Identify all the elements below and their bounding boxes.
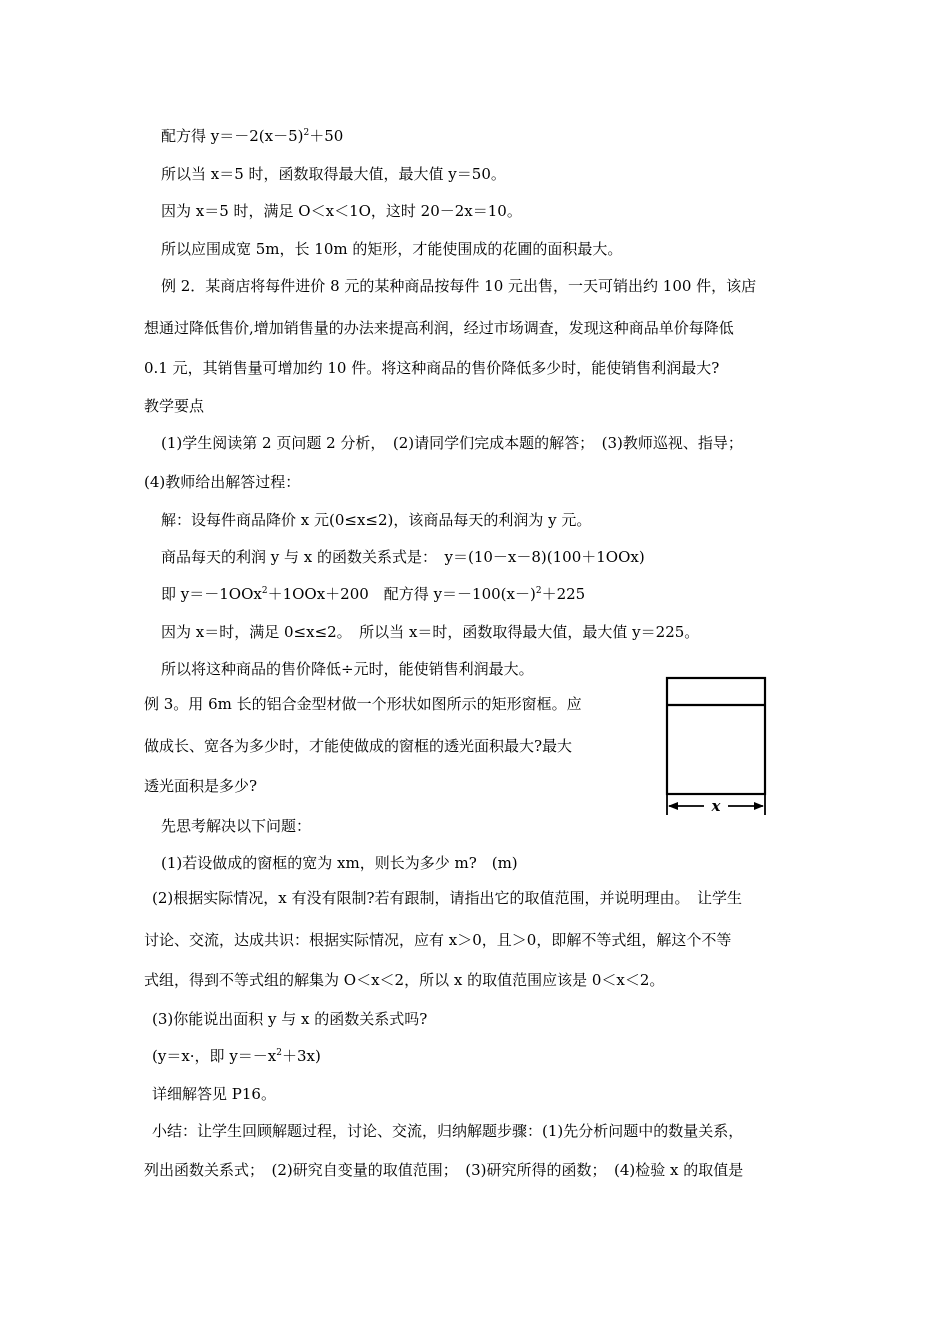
text-line: 小结：让学生回顾解题过程，讨论、交流，归纳解题步骤：(1)先分析问题中的数量关系， [152, 1122, 744, 1140]
text-line: 式组，得到不等式组的解集为 O＜x＜2，所以 x 的取值范围应该是 0＜x＜2。 [144, 971, 665, 989]
line-text: ＋50 [309, 127, 344, 145]
superscript: 2 [276, 1048, 282, 1058]
line-text: 即 y＝－1OOx [161, 585, 262, 603]
line-text: 配方得 y＝－2(x－5) [161, 127, 304, 145]
text-line: (4)教师给出解答过程： [144, 473, 301, 491]
text-line: 先思考解决以下问题： [161, 817, 312, 835]
text-line [161, 126, 343, 146]
superscript: 2 [535, 586, 542, 596]
text-line: 因为 x＝时，满足 0≤x≤2。 所以当 x＝时，函数取得最大值，最大值 y＝225。 [161, 623, 700, 641]
line-text: (y＝x·，即 y＝－x [152, 1047, 277, 1065]
text-line: 商品每天的利润 y 与 x 的函数关系式是： y＝(10－x－8)(100＋1OOx) [161, 548, 645, 566]
superscript: 2 [303, 128, 310, 138]
text-line: 讨论、交流，达成共识：根据实际情况，应有 x＞0，且＞0，即解不等式组，解这个不等 [144, 931, 732, 949]
text-line: 因为 x＝5 时，满足 O＜x＜1O，这时 20－2x＝10。 [161, 202, 522, 220]
text-line [161, 584, 585, 604]
text-line: 0.1 元，其销售量可增加约 10 件。将这种商品的售价降低多少时，能使销售利润最大? [144, 359, 720, 377]
text-line: (1)学生阅读第 2 页问题 2 分析， (2)请同学们完成本题的解答； (3)教师巡视、指导； [161, 434, 743, 452]
text-line: 想通过降低售价,增加销售量的办法来提高利润，经过市场调查，发现这种商品单价每降低 [144, 319, 734, 337]
arrowhead-left [668, 802, 678, 810]
text-line [152, 1046, 321, 1066]
superscript: 2 [261, 586, 268, 596]
text-line: (1)若设做成的窗框的宽为 xm，则长为多少 m? (m) [161, 854, 518, 872]
text-line: (3)你能说出面积 y 与 x 的函数关系式吗? [152, 1010, 428, 1028]
section-heading: 教学要点 [144, 397, 205, 415]
dimension-label-x: x [711, 797, 721, 815]
text-line: 所以应围成宽 5m，长 10m 的矩形，才能使围成的花圃的面积最大。 [161, 240, 623, 258]
text-line: 所以当 x＝5 时，函数取得最大值，最大值 y＝50。 [161, 165, 506, 183]
window-frame-diagram [662, 675, 772, 820]
text-line: 做成长、宽各为多少时，才能使做成的窗框的透光面积最大?最大 [144, 737, 573, 755]
window-frame-outline [667, 678, 765, 794]
line-text: ＋1OOx＋200 配方得 y＝－100(x－) [267, 585, 536, 603]
line-text: ＋225 [541, 585, 586, 603]
line-text: ＋3x) [282, 1047, 321, 1065]
text-line: 例 2．某商店将每件进价 8 元的某种商品按每件 10 元出售，一天可销出约 100 件，该店 [161, 277, 757, 295]
text-line: 透光面积是多少? [144, 777, 258, 795]
text-line: 例 3。用 6m 长的铝合金型材做一个形状如图所示的矩形窗框。应 [144, 695, 582, 713]
text-line: 详细解答见 P16。 [152, 1085, 276, 1103]
arrowhead-right [754, 802, 764, 810]
text-line: 列出函数关系式； (2)研究自变量的取值范围； (3)研究所得的函数； (4)检验 x 的取值是 [144, 1161, 744, 1179]
text-line: (2)根据实际情况，x 有没有限制?若有跟制，请指出它的取值范围，并说明理由。 让学生 [152, 889, 743, 907]
text-line: 所以将这种商品的售价降低÷元时，能使销售利润最大。 [161, 660, 534, 678]
text-line: 解：设每件商品降价 x 元(0≤x≤2)，该商品每天的利润为 y 元。 [161, 511, 592, 529]
